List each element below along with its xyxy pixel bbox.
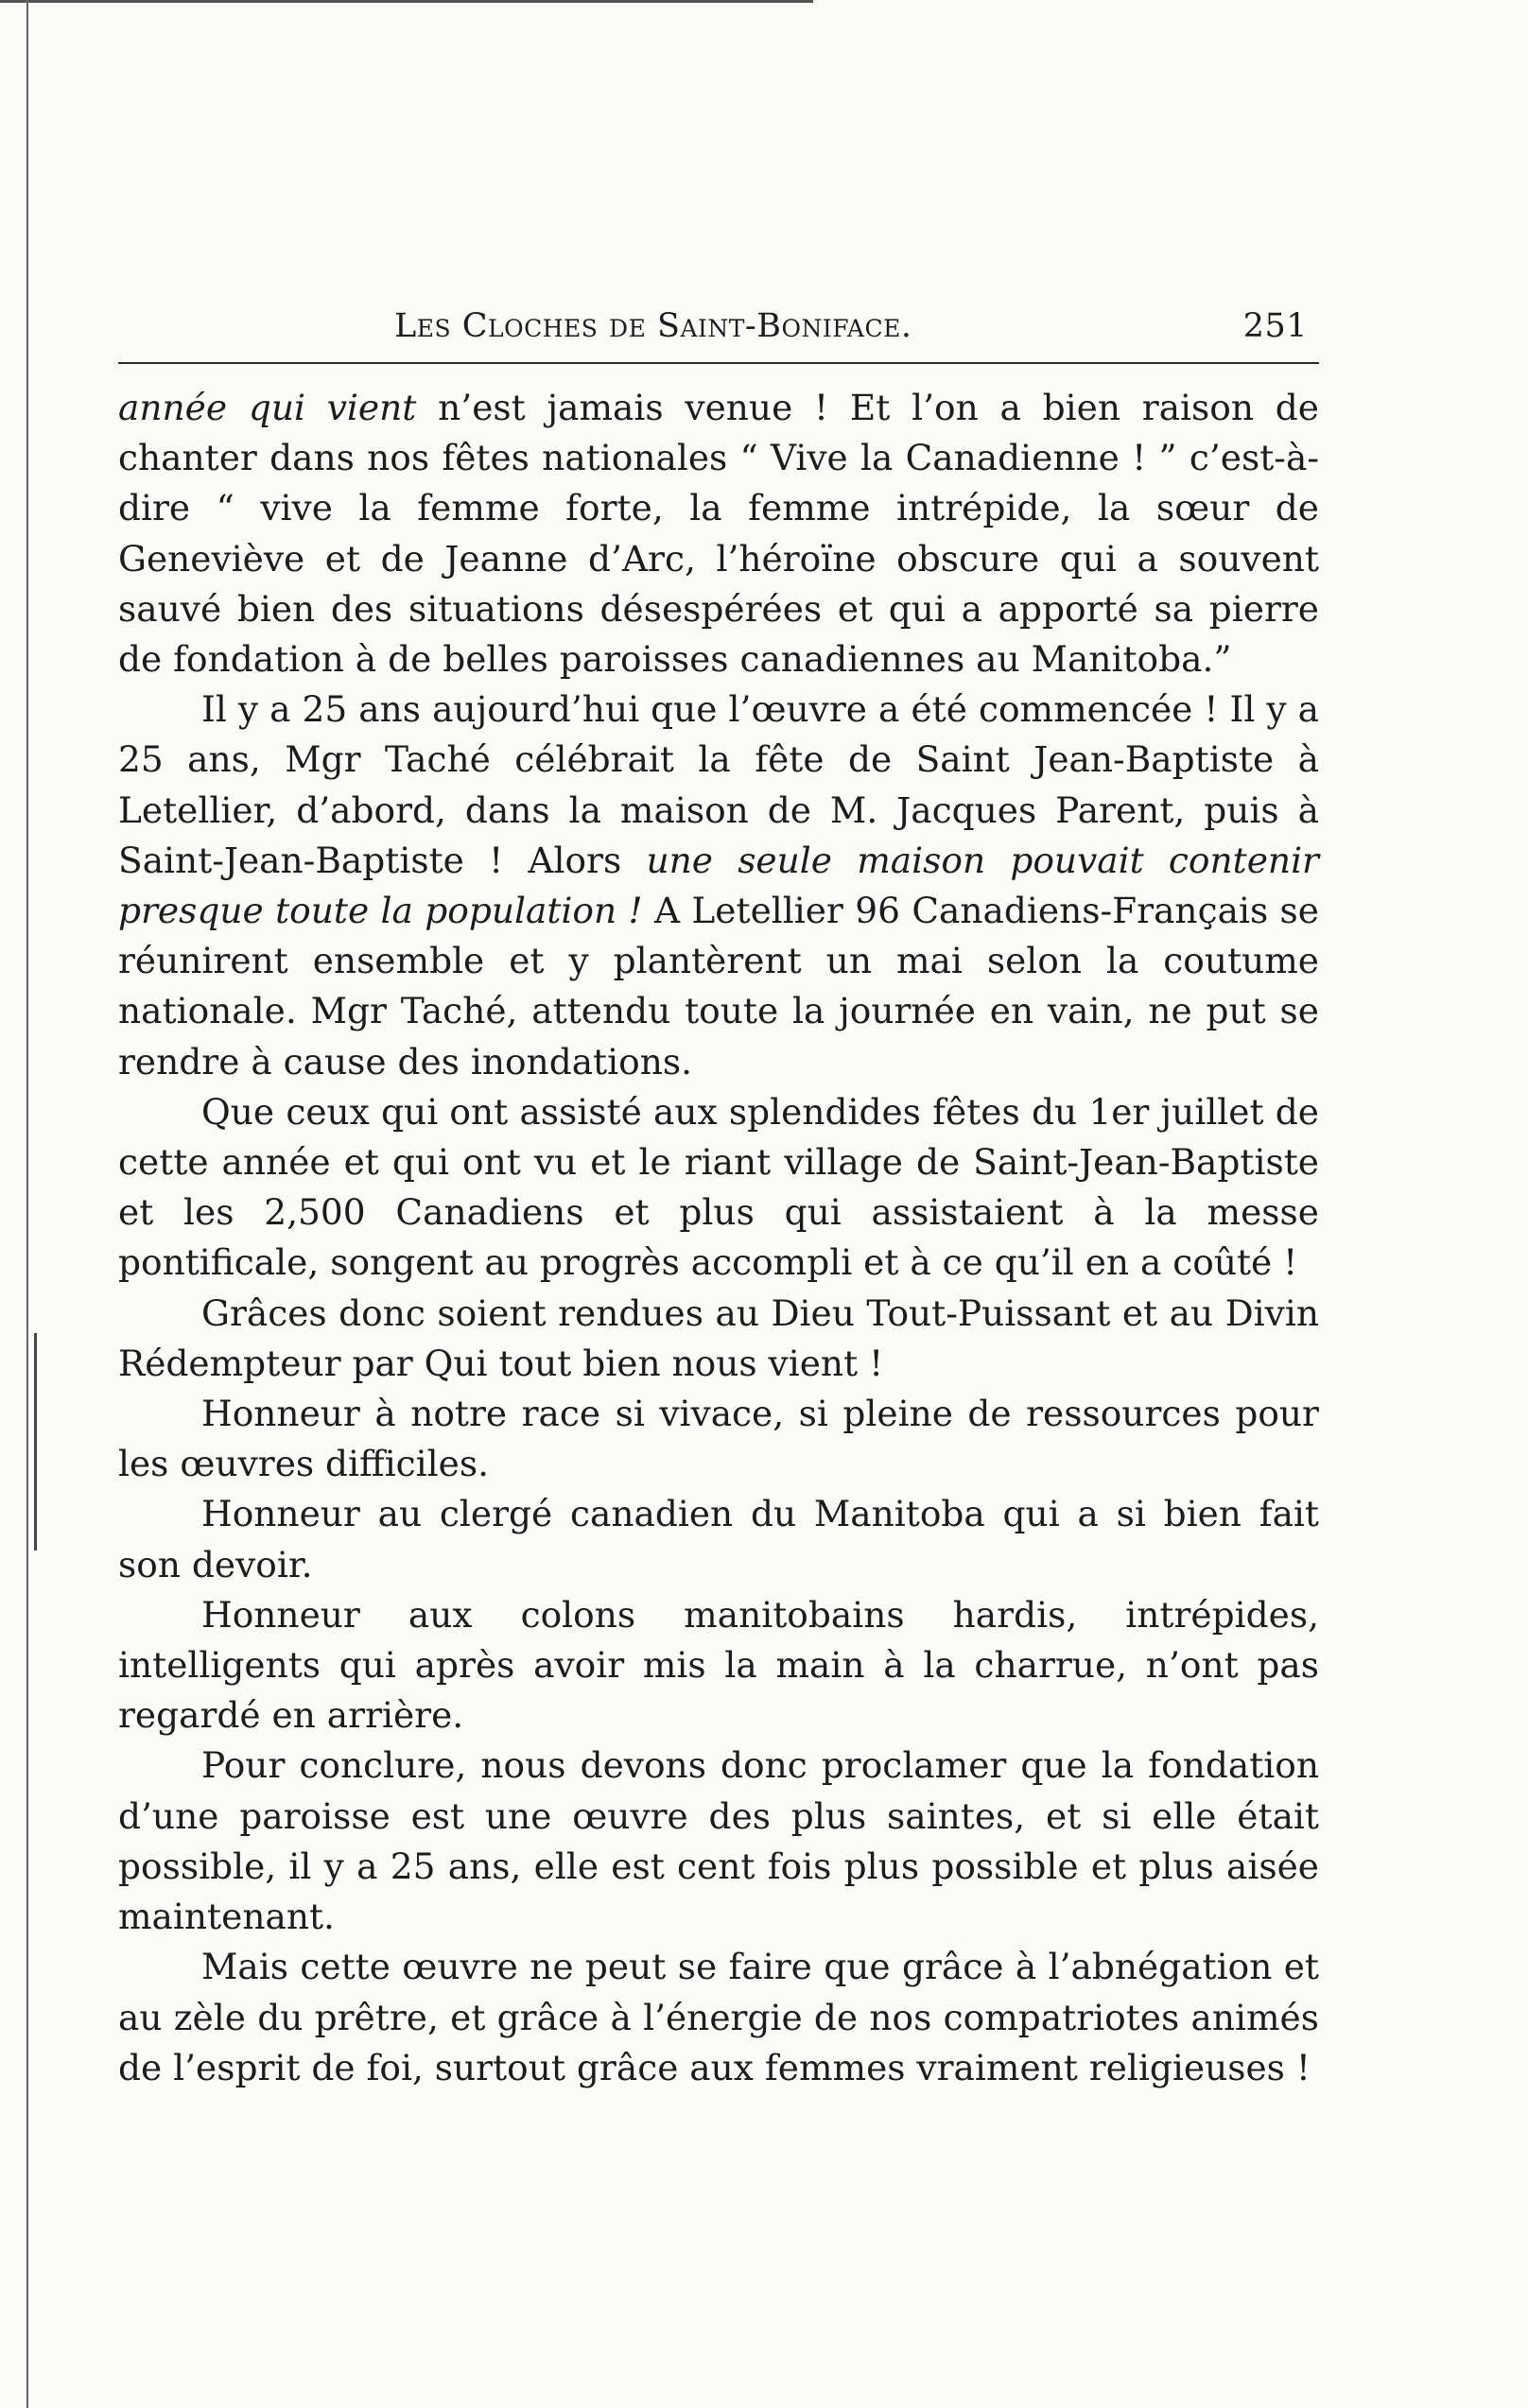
text-segment: Honneur au clergé canadien du Manitoba qui a si bien fait son devoir. bbox=[118, 1493, 1319, 1585]
italic-text-segment: année qui vient bbox=[118, 387, 417, 428]
text-segment: Grâces donc soient rendues au Dieu Tout-Puissant et au Divin Rédempteur par Qui tout bien nous vient ! bbox=[118, 1291, 1319, 1384]
page-header bbox=[118, 307, 1319, 362]
paragraph bbox=[118, 1087, 1319, 1289]
paragraph bbox=[118, 684, 1319, 1087]
scan-left-edge bbox=[26, 0, 28, 2408]
header-rule bbox=[118, 362, 1319, 364]
scan-margin-marks bbox=[34, 1333, 40, 1550]
paragraph bbox=[118, 1289, 1319, 1389]
italic-text-segment: une seule maison pouvait contenir presque toute la population ! bbox=[118, 839, 1319, 932]
book-page bbox=[118, 307, 1319, 2093]
text-segment: Honneur à notre race si vivace, si pleine de ressources pour les œuvres difficiles. bbox=[118, 1393, 1319, 1485]
body-text bbox=[118, 383, 1319, 2093]
paragraph bbox=[118, 383, 1319, 684]
paragraph bbox=[118, 1741, 1319, 1942]
running-title: Les Cloches de Saint-Boniface. bbox=[394, 307, 912, 345]
text-segment: n’est jamais venue ! Et l’on a bien raison de chanter dans nos fêtes nationales “ Vive la Canadienne ! ” c’est-à-dire “ vive la femme forte, la femme intrépide, la sœur de Geneviève et de Jeanne d’Arc, l’héroïne obscure qui a souvent sauvé bien des situations désespérées et qui a apporté sa pierre de fondation à de belles paroisses canadiennes au Manitoba.” bbox=[118, 387, 1319, 681]
scan-top-rule bbox=[0, 0, 813, 3]
text-segment: Que ceux qui ont assisté aux splendides fêtes du 1er juillet de cette année et qui ont vu et le riant village de Saint-Jean-Baptiste et les 2,500 Canadiens et plus qui assistaient à la messe pontificale, songent au progrès accompli et à ce qu’il en a coûté ! bbox=[118, 1090, 1319, 1284]
text-segment: Pour conclure, nous devons donc proclamer que la fondation d’une paroisse est une œuvre des plus saintes, et si elle était possible, il y a 25 ans, elle est cent fois plus possible et plus aisée maintenant. bbox=[118, 1744, 1319, 1938]
text-segment: A Letellier 96 Canadiens-Français se réunirent ensemble et y plantèrent un mai selon la coutume nationale. Mgr Taché, attendu toute la journée en vain, ne put se rendre à cause des inondations. bbox=[118, 890, 1319, 1083]
paragraph bbox=[118, 1590, 1319, 1741]
text-segment: Il y a 25 ans aujourd’hui que l’œuvre a été commencée ! Il y a 25 ans, Mgr Taché célébrait la fête de Saint Jean-Baptiste à Letellier, d’abord, dans la maison de M. Jacques Parent, puis à Saint-Jean-Baptiste ! Alors bbox=[118, 688, 1319, 881]
paragraph bbox=[118, 1942, 1319, 2093]
text-segment: Mais cette œuvre ne peut se faire que grâce à l’abnégation et au zèle du prêtre, et grâce à l’énergie de nos compatriotes animés de l’esprit de foi, surtout grâce aux femmes vraiment religieuses ! bbox=[118, 1946, 1319, 2088]
paragraph bbox=[118, 1389, 1319, 1489]
paragraph bbox=[118, 1489, 1319, 1589]
text-segment: Honneur aux colons manitobains hardis, intrépides, intelligents qui après avoir mis la main à la charrue, n’ont pas regardé en arrière. bbox=[118, 1593, 1319, 1737]
page-number: 251 bbox=[1242, 307, 1308, 345]
